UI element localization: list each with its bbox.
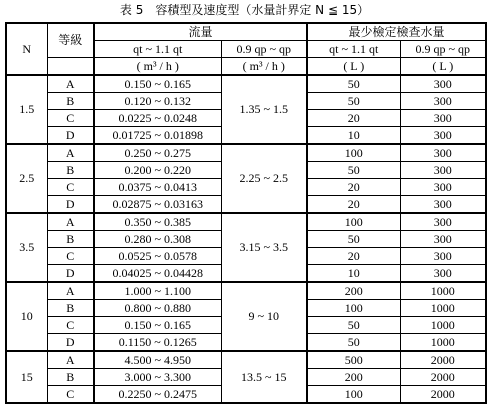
- cell-vol-low: 20: [307, 179, 400, 196]
- cell-grade: C: [47, 179, 94, 196]
- cell-flow-low: 0.280 ~ 0.308: [94, 231, 221, 248]
- header-grade: 等級: [47, 23, 94, 58]
- cell-flow-low: 0.120 ~ 0.132: [94, 93, 221, 110]
- header-flow-high-unit: ( m³ / h ): [221, 58, 307, 76]
- cell-vol-low: 50: [307, 75, 400, 93]
- cell-vol-low: 20: [307, 110, 400, 127]
- header-flow: 流量: [94, 23, 307, 41]
- cell-flow-high: 1.35 ~ 1.5: [221, 75, 307, 144]
- cell-grade: A: [47, 351, 94, 369]
- cell-n: 2.5: [6, 144, 47, 213]
- cell-vol-low: 10: [307, 127, 400, 145]
- cell-grade: D: [47, 127, 94, 145]
- cell-vol-low: 10: [307, 265, 400, 283]
- cell-vol-low: 50: [307, 334, 400, 352]
- cell-grade: B: [47, 162, 94, 179]
- cell-vol-low: 500: [307, 351, 400, 369]
- cell-grade: C: [47, 317, 94, 334]
- cell-flow-low: 0.04025 ~ 0.04428: [94, 265, 221, 283]
- cell-grade: D: [47, 265, 94, 283]
- cell-vol-high: 300: [400, 110, 486, 127]
- table-row: [6, 351, 486, 369]
- header-vol-high: 0.9 qp ~ qp: [400, 41, 486, 58]
- cell-vol-high: 300: [400, 196, 486, 214]
- cell-flow-low: 0.1150 ~ 0.1265: [94, 334, 221, 352]
- cell-n: 3.5: [6, 213, 47, 282]
- header-grade-blank: [47, 58, 94, 76]
- cell-vol-high: 1000: [400, 334, 486, 352]
- cell-flow-low: 0.0375 ~ 0.0413: [94, 179, 221, 196]
- cell-flow-high: 2.25 ~ 2.5: [221, 144, 307, 213]
- table-row: [6, 282, 486, 300]
- cell-n: 15: [6, 351, 47, 403]
- table-body: [6, 75, 486, 403]
- cell-flow-low: 0.0525 ~ 0.0578: [94, 248, 221, 265]
- cell-vol-low: 20: [307, 196, 400, 214]
- header-flow-low: qt ~ 1.1 qt: [94, 41, 221, 58]
- cell-vol-high: 300: [400, 75, 486, 93]
- cell-vol-low: 100: [307, 213, 400, 231]
- cell-flow-low: 0.01725 ~ 0.01898: [94, 127, 221, 145]
- cell-flow-low: 0.800 ~ 0.880: [94, 300, 221, 317]
- cell-grade: C: [47, 386, 94, 404]
- header-vol-low-unit: ( L ): [307, 58, 400, 76]
- header-min-check: 最少檢定檢查水量: [307, 23, 486, 41]
- cell-grade: A: [47, 144, 94, 162]
- cell-grade: A: [47, 75, 94, 93]
- header-n: N: [6, 23, 47, 75]
- cell-grade: D: [47, 196, 94, 214]
- cell-vol-high: 300: [400, 248, 486, 265]
- cell-vol-low: 200: [307, 282, 400, 300]
- cell-vol-high: 300: [400, 162, 486, 179]
- cell-vol-high: 300: [400, 265, 486, 283]
- cell-vol-high: 2000: [400, 351, 486, 369]
- cell-vol-low: 50: [307, 231, 400, 248]
- cell-vol-low: 50: [307, 93, 400, 110]
- cell-vol-high: 300: [400, 93, 486, 110]
- cell-flow-low: 1.000 ~ 1.100: [94, 282, 221, 300]
- cell-vol-low: 100: [307, 386, 400, 404]
- cell-flow-low: 0.150 ~ 0.165: [94, 317, 221, 334]
- cell-vol-high: 1000: [400, 282, 486, 300]
- cell-flow-high: 13.5 ~ 15: [221, 351, 307, 403]
- cell-vol-high: 300: [400, 179, 486, 196]
- cell-vol-low: 200: [307, 369, 400, 386]
- cell-n: 1.5: [6, 75, 47, 144]
- cell-vol-high: 2000: [400, 369, 486, 386]
- cell-grade: A: [47, 282, 94, 300]
- table-caption: 表 5 容積型及速度型（水量計界定 N ≦ 15）: [119, 3, 370, 17]
- cell-grade: D: [47, 334, 94, 352]
- cell-flow-low: 0.0225 ~ 0.0248: [94, 110, 221, 127]
- cell-flow-low: 3.000 ~ 3.300: [94, 369, 221, 386]
- cell-flow-low: 0.200 ~ 0.220: [94, 162, 221, 179]
- cell-grade: B: [47, 369, 94, 386]
- cell-vol-high: 300: [400, 213, 486, 231]
- cell-flow-high: 9 ~ 10: [221, 282, 307, 351]
- cell-grade: B: [47, 93, 94, 110]
- cell-vol-high: 2000: [400, 386, 486, 404]
- table-row: [6, 213, 486, 231]
- cell-flow-low: 0.02875 ~ 0.03163: [94, 196, 221, 214]
- cell-grade: A: [47, 213, 94, 231]
- meter-spec-table: [5, 22, 487, 404]
- cell-vol-high: 300: [400, 144, 486, 162]
- cell-grade: B: [47, 300, 94, 317]
- cell-vol-low: 50: [307, 317, 400, 334]
- cell-vol-high: 300: [400, 127, 486, 145]
- table-row: [6, 144, 486, 162]
- cell-vol-low: 20: [307, 248, 400, 265]
- cell-grade: C: [47, 110, 94, 127]
- header-flow-low-unit: ( m³ / h ): [94, 58, 221, 76]
- header-vol-high-unit: ( L ): [400, 58, 486, 76]
- cell-vol-high: 1000: [400, 300, 486, 317]
- cell-flow-low: 0.350 ~ 0.385: [94, 213, 221, 231]
- header-flow-high: 0.9 qp ~ qp: [221, 41, 307, 58]
- cell-vol-high: 1000: [400, 317, 486, 334]
- cell-n: 10: [6, 282, 47, 351]
- cell-flow-low: 0.150 ~ 0.165: [94, 75, 221, 93]
- table-row: [6, 75, 486, 93]
- cell-vol-low: 50: [307, 162, 400, 179]
- cell-flow-low: 0.2250 ~ 0.2475: [94, 386, 221, 404]
- header-vol-low: qt ~ 1.1 qt: [307, 41, 400, 58]
- cell-flow-low: 4.500 ~ 4.950: [94, 351, 221, 369]
- cell-vol-low: 100: [307, 144, 400, 162]
- cell-grade: C: [47, 248, 94, 265]
- cell-grade: B: [47, 231, 94, 248]
- cell-flow-high: 3.15 ~ 3.5: [221, 213, 307, 282]
- cell-vol-low: 100: [307, 300, 400, 317]
- cell-flow-low: 0.250 ~ 0.275: [94, 144, 221, 162]
- cell-vol-high: 300: [400, 231, 486, 248]
